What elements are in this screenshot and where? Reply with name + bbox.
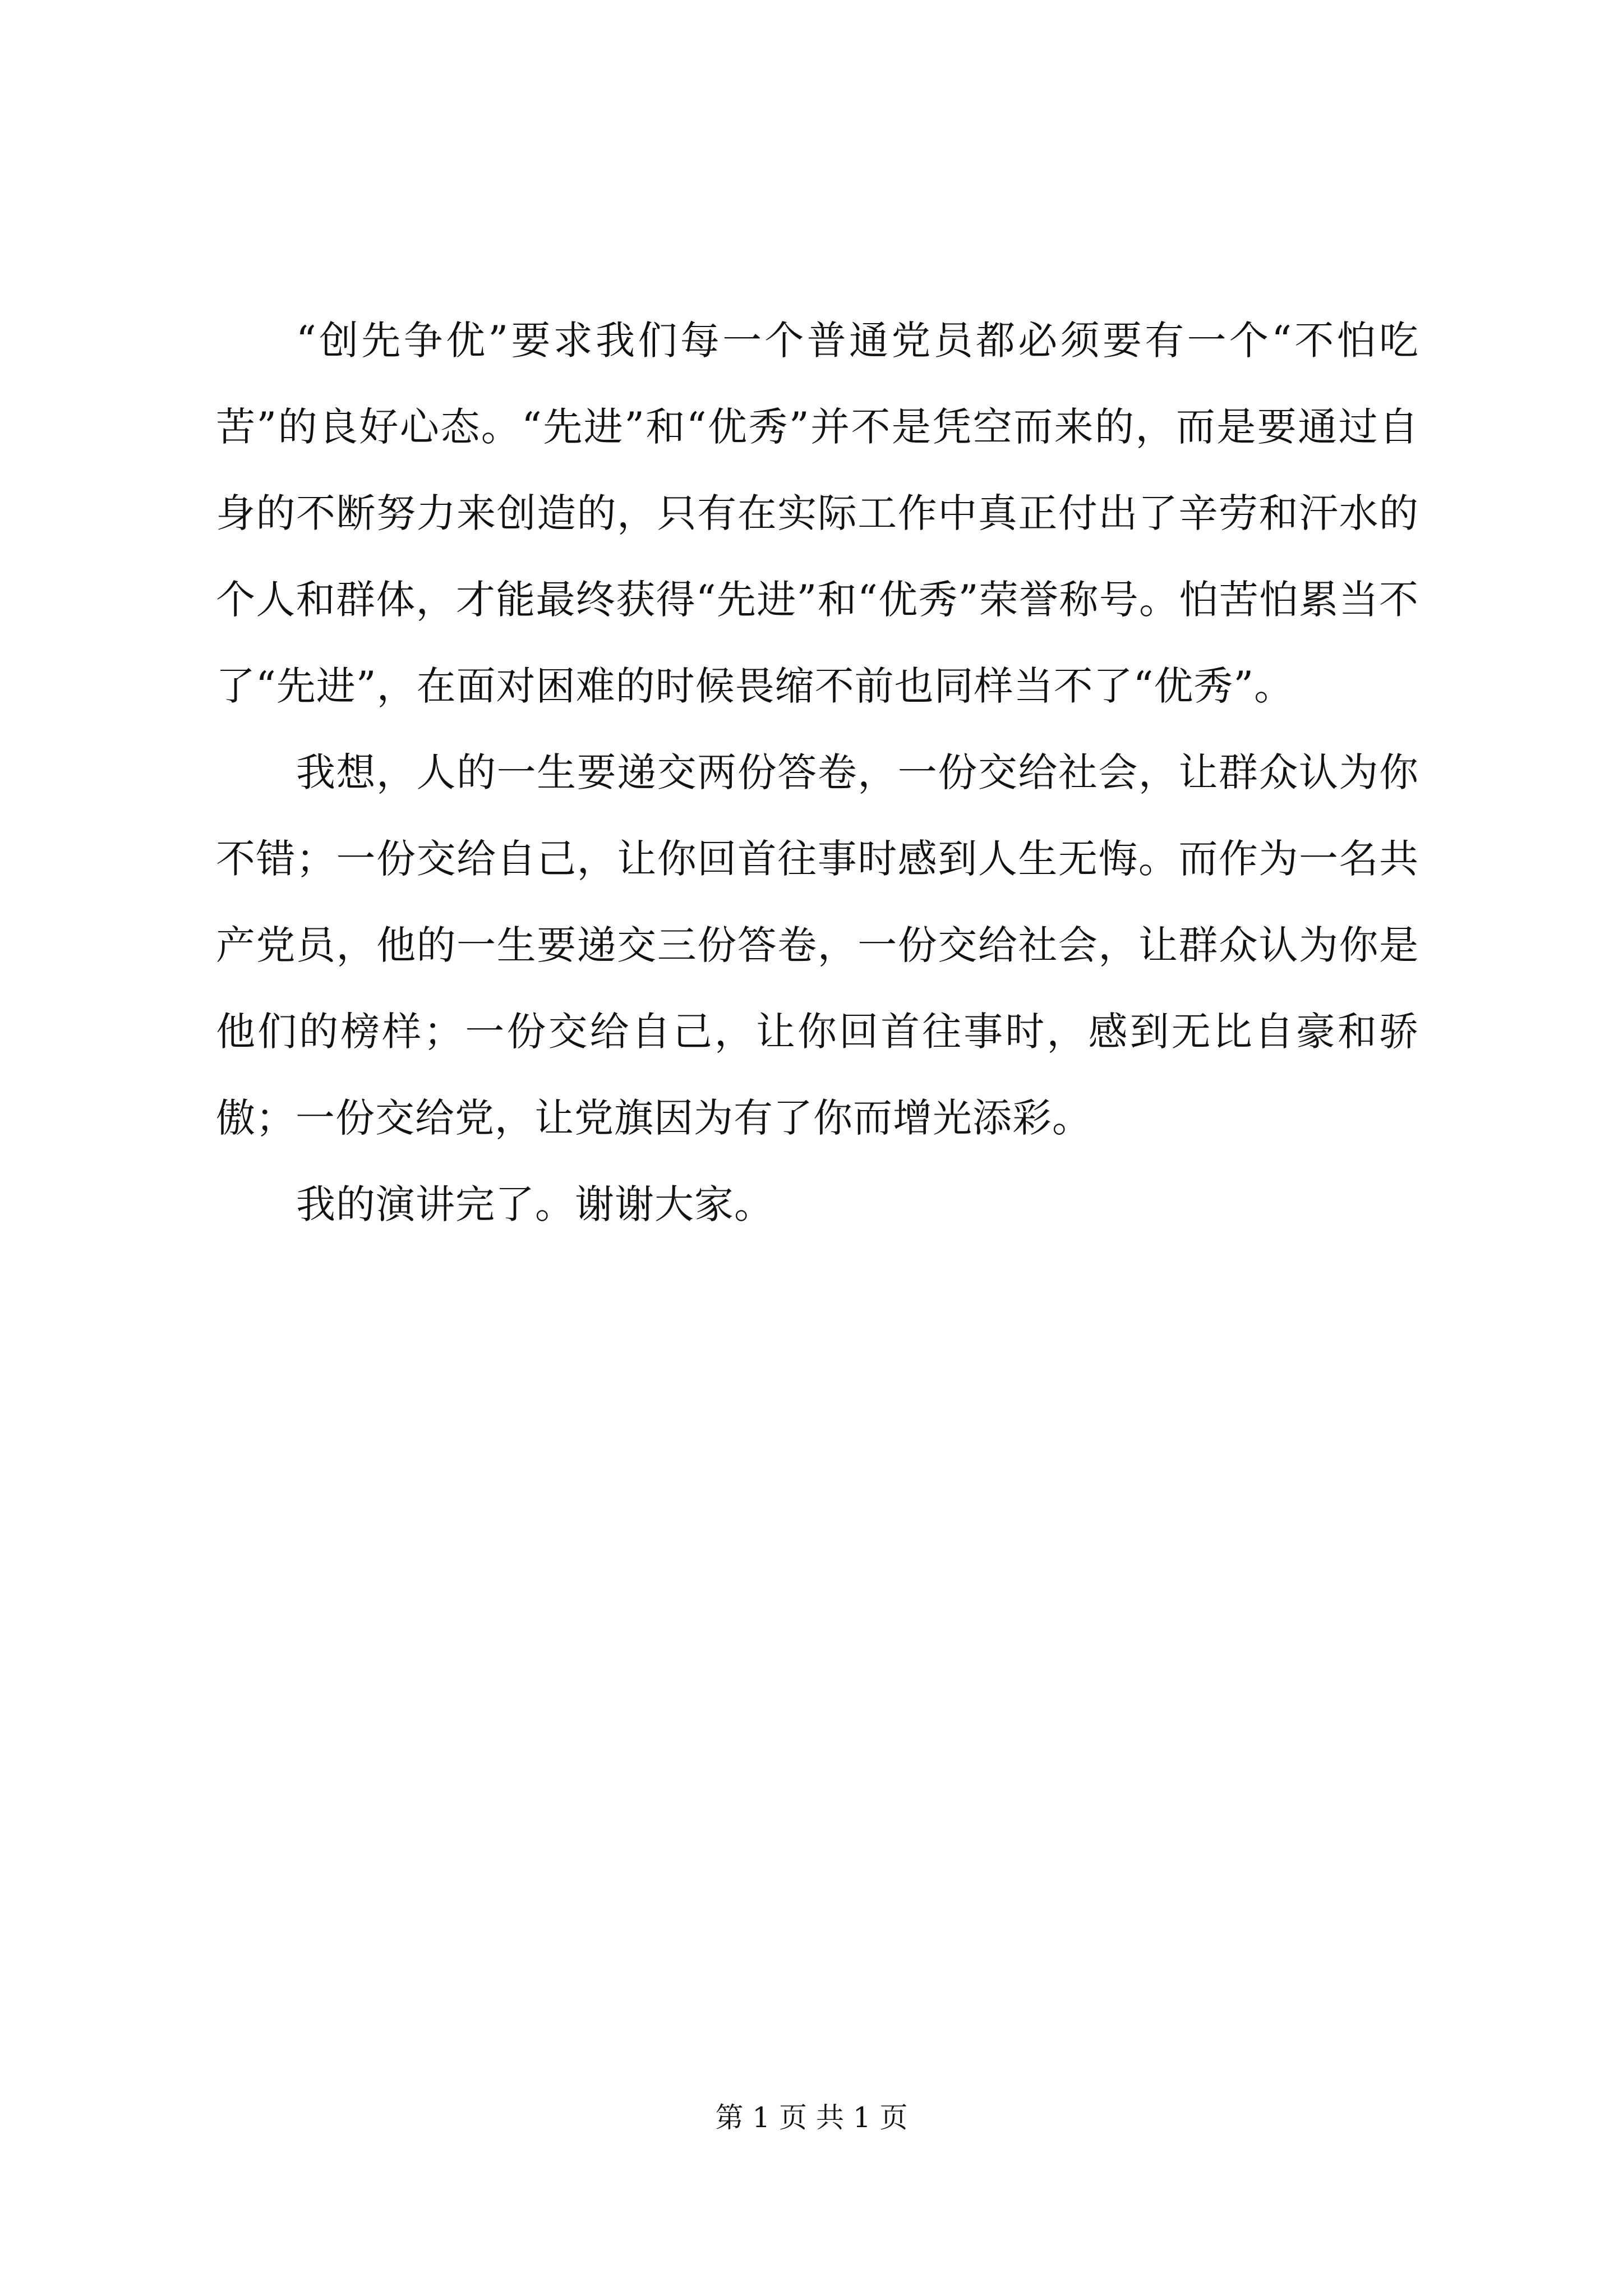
paragraph-3: 我的演讲完了。谢谢大家。 — [296, 1181, 774, 1227]
page-footer: 第 1 页 共 1 页 — [715, 2101, 908, 2134]
body-text — [216, 297, 1419, 1248]
paragraph-2: 我想，人的一生要递交两份答卷，一份交给社会，让群众认为你不错；一份交给自己，让你回首往事时感到人生无悔。而作为一名共产党员，他的一生要递交三份答卷，一份交给社会，让群众认为你是他们的榜样；一份交给自己，让你回首往事时，感到无比自豪和骄傲；一份交给党，让党旗因为有了你而增光添彩。 — [216, 749, 1419, 1141]
paragraph-1: “创先争优”要求我们每一个普通党员都必须要有一个“不怕吃苦”的良好心态。“先进”和“优秀”并不是凭空而来的，而是要通过自身的不断努力来创造的，只有在实际工作中真正付出了辛劳和汗水的个人和群体，才能最终获得“先进”和“优秀”荣誉称号。怕苦怕累当不了“先进”，在面对困难的时候畏缩不前也同样当不了“优秀”。 — [216, 318, 1419, 709]
